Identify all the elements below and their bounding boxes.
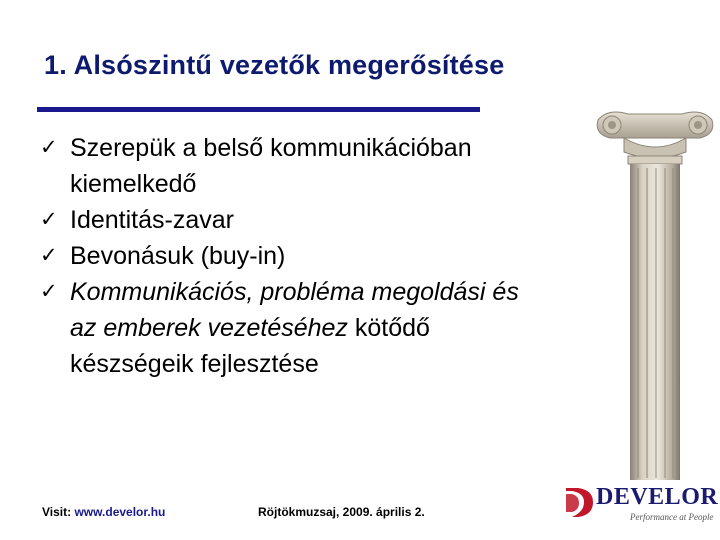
logo-name: DEVELOR: [596, 484, 719, 510]
list-item: [36, 130, 656, 202]
bullet-line: Identitás-zavar: [70, 206, 234, 234]
slide-title: 1. Alsószintű vezetők megerősítése: [44, 50, 505, 80]
bullet-line: Bevonásuk (buy-in): [70, 242, 286, 270]
footer-event: Röjtökmuzsaj, 2009. április 2.: [258, 505, 425, 519]
footer-visit: [42, 505, 165, 519]
logo-tagline: Performance at People: [630, 512, 714, 522]
bullet-list: [36, 130, 656, 382]
checkmark-icon: ✓: [40, 136, 58, 159]
title-underline: [37, 107, 480, 112]
bullet-line: kiemelkedő: [70, 170, 197, 198]
list-item: [36, 238, 656, 274]
develor-logo: [560, 480, 719, 530]
develor-d-logo: [562, 482, 596, 522]
checkmark-icon: ✓: [40, 280, 58, 303]
list-item: [36, 274, 656, 382]
bullet-line: Szerepük a belső kommunikációban: [70, 134, 472, 162]
bullet-line-suffix: kötődő: [347, 314, 430, 342]
checkmark-icon: ✓: [40, 208, 58, 231]
checkmark-icon: ✓: [40, 244, 58, 267]
bullet-line: az emberek vezetéséhez: [70, 314, 348, 342]
bullet-line: készségeik fejlesztése: [70, 350, 319, 378]
bullet-line: Kommunikációs, probléma megoldási és: [70, 278, 519, 306]
list-item: [36, 202, 656, 238]
website-link[interactable]: www.develor.hu: [74, 505, 166, 519]
visit-label: Visit:: [42, 505, 72, 519]
